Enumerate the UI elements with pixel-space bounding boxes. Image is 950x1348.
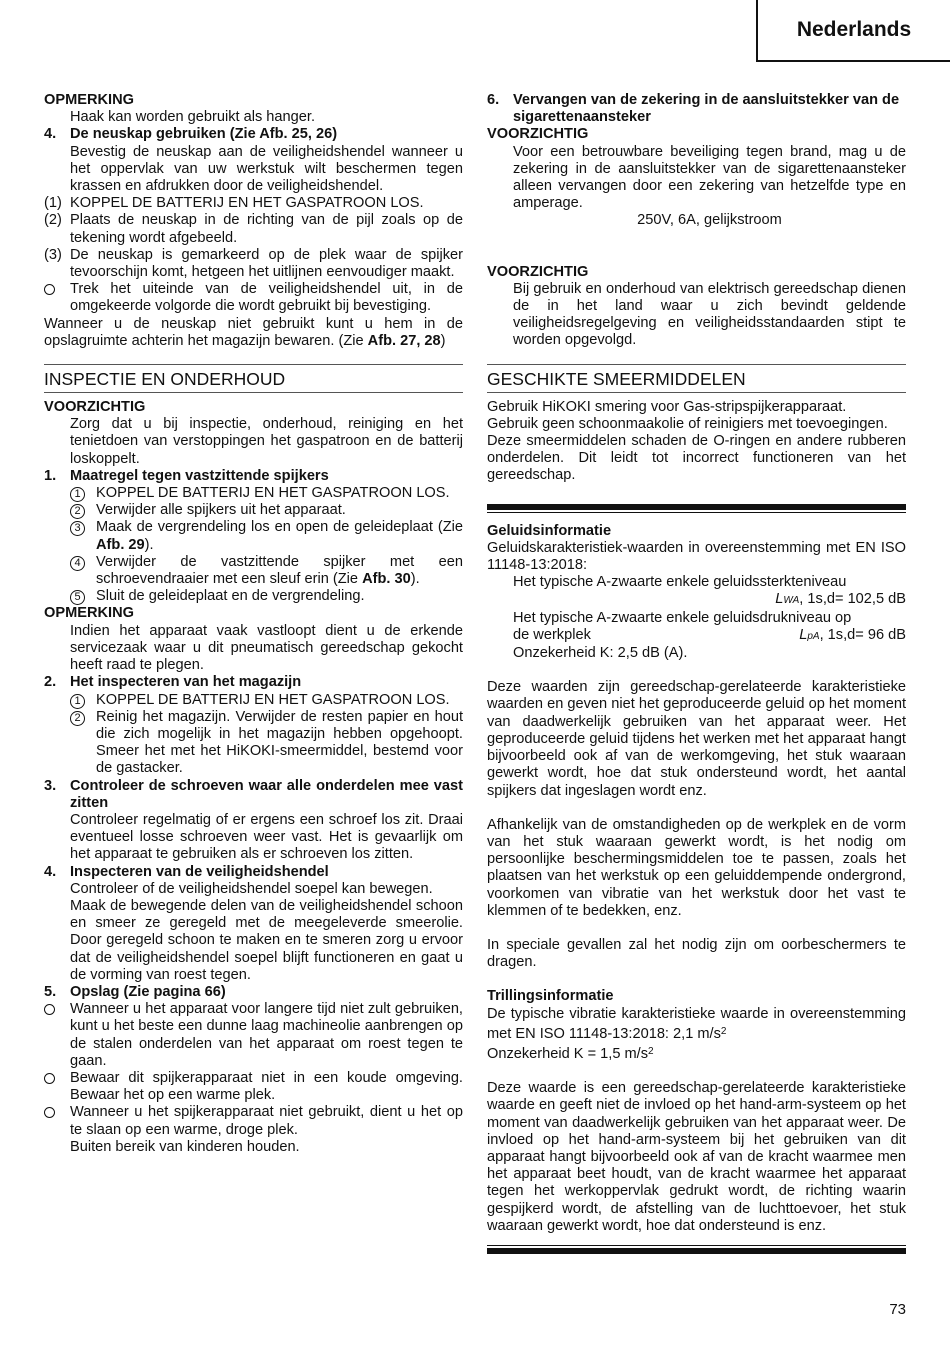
item-2	[44, 674, 463, 691]
item-text: Controleer of de veiligheidshendel soepel kan bewegen.	[70, 880, 433, 897]
lwa-number: , 1s,d= 102,5 dB	[799, 591, 906, 608]
tril-uncertainty	[487, 1043, 906, 1063]
bullet-text: Bewaar dit spijkerapparaat niet in een koude omgeving. Bewaar het op een warme plek.	[70, 1069, 463, 1104]
sub-step-body: Verwijder de vastzittende spijker met een schroevendraaier met een sleuf erin (Zie	[96, 553, 463, 588]
voorzichtig-text: Voor een betrouwbare beveiliging tegen brand, mag u de zekering in de aansluitstekker van de sigarettenaansteker alleen vervangen door een zekering van hetzelfde type en amperage.	[513, 143, 906, 212]
voorzichtig-heading: VOORZICHTIG	[44, 399, 146, 416]
tril-heading: Trillingsinformatie	[487, 988, 614, 1005]
step-3	[44, 247, 463, 281]
circled-number: 5	[70, 590, 85, 605]
divider	[487, 504, 906, 510]
page-number: 73	[889, 1301, 906, 1318]
circled-number: 2	[70, 504, 85, 519]
circled-number: 2	[70, 711, 85, 726]
geluid-paragraph: In speciale gevallen zal het nodig zijn om oorbeschermers te dragen.	[487, 936, 906, 971]
step-number: (3)	[44, 246, 62, 263]
circled-number: 1	[70, 487, 85, 502]
sub-step-text	[96, 519, 463, 553]
opmerking-heading: OPMERKING	[44, 92, 134, 108]
sub-step-text: Reinig het magazijn. Verwijder de resten papier en hout die zich mogelijk in het magazijn hebben opgehoopt. Smeer het met het HiKOKI-smeermiddel, bestemd voor de gastacker.	[96, 708, 463, 777]
bullet-item	[44, 1001, 463, 1070]
sub-step	[44, 588, 463, 605]
item-number: 4.	[44, 863, 57, 880]
item-title: De neuskap gebruiken (Zie Afb. 25, 26)	[70, 126, 338, 143]
opmerking-text: Indien het apparaat vaak vastloopt dient u de erkende servicezaak waar u dit pneumatisch gereedschap gekocht heeft raad te plegen.	[70, 622, 463, 674]
item-4	[44, 126, 463, 143]
circled-number: 3	[70, 521, 85, 536]
step-text: KOPPEL DE BATTERIJ EN HET GASPATROON LOS.	[70, 195, 424, 212]
bullet-text: Wanneer u het apparaat voor langere tijd niet zult gebruiken, kunt u het beste een dunne laag machineolie aanbrengen op de stalen onderdelen van het apparaat om roest tegen te gaan.	[70, 1001, 463, 1069]
item-4b	[44, 864, 463, 881]
lpa-subscript: pA	[807, 630, 820, 642]
step-number: (2)	[44, 212, 62, 229]
circle-bullet-icon	[44, 284, 55, 295]
item-number: 1.	[44, 467, 57, 484]
geluid-heading: Geluidsinformatie	[487, 522, 612, 539]
geluid-paragraph: Deze waarden zijn gereedschap-gerelateerde karakteristieke waarden en geven niet het geproduceerde geluid op het moment van daadwerkelijk gebruiken van het apparaat weer. Het geproduceerde geluid tijdens het werken met het apparaat hangt bijvoorbeeld ook af van de werkomgeving, het stuk waaraan gewerkt wordt, hoe dat stuk ondersteund wordt, het aantal spijkers dat ingeslagen wordt enz.	[487, 679, 906, 799]
item-number: 2.	[44, 674, 57, 691]
geluid-paragraph: Afhankelijk van de omstandigheden op de werkplek en de vorm van het stuk waaraan gewerkt wordt, is het nodig om persoonlijke beschermingsmiddelen toe te passen, zoals het plaatsen van het werkstuk op een geluiddempende ondergrond, voorkomen van vibratie van het werkstuk door het vast te klemmen of te bedekken, enz.	[487, 816, 906, 919]
lpa-number: , 1s,d= 96 dB	[819, 626, 906, 643]
circled-number: 1	[70, 694, 85, 709]
item-5	[44, 984, 463, 1001]
language-tab	[756, 0, 950, 62]
lpa-value	[799, 627, 906, 645]
opmerking-text: Haak kan worden gebruikt als hanger.	[70, 109, 316, 126]
circled-number: 4	[70, 556, 85, 571]
geluid-line: Het typische A-zwaarte enkele geluidsdrukniveau op	[513, 609, 852, 626]
item-number: 4.	[44, 126, 57, 143]
tril-k-superscript: 2	[648, 1045, 654, 1057]
smeer-paragraph: Deze smeermiddelen schaden de O-ringen en andere rubberen onderdelen. Dit leidt tot incorrect functioneren van het gereedschap.	[487, 433, 906, 484]
bullet-item	[44, 281, 463, 315]
step-2	[44, 212, 463, 246]
section-smeermiddelen-heading: GESCHIKTE SMEERMIDDELEN	[487, 364, 906, 393]
divider	[487, 1245, 906, 1246]
geluid-line: de werkplek	[513, 626, 591, 643]
maatregel-1	[44, 468, 463, 485]
item-text: Controleer regelmatig of er ergens een schroef los zit. Draai eventueel losse schroeven weer vast. Het is gevaarlijk om het apparaat te gebruiken als er schroeven los zitten.	[70, 811, 463, 863]
sub-step-body: Maak de vergrendeling los en open de geleideplaat (Zie	[96, 519, 463, 536]
bullet-item	[44, 1104, 463, 1138]
item-number: 3.	[44, 777, 57, 794]
bullet-text: Trek het uiteinde van de veiligheidshendel uit, in de omgekeerde volgorde die wordt gebruikt bij bevestiging.	[70, 281, 463, 315]
circle-bullet-icon	[44, 1004, 55, 1015]
figure-ref: Afb. 30	[362, 571, 411, 588]
language-label: Nederlands	[796, 18, 912, 42]
sub-step	[44, 519, 463, 553]
lpa-symbol: L	[799, 626, 808, 643]
lpa-row	[487, 627, 906, 645]
tril-text	[487, 1006, 906, 1043]
voorzichtig-text: Bij gebruik en onderhoud van elektrisch gereedschap dienen de in het land waar u zich bevindt geldende veiligheidsregelgeving en veiligheidsstandaarden stipt te worden opgevolgd.	[513, 280, 906, 349]
item-title: Inspecteren van de veiligheidshendel	[70, 863, 329, 880]
voorzichtig-heading: VOORZICHTIG	[487, 263, 589, 280]
lwa-value	[487, 591, 906, 609]
item-text: Maak de bewegende delen van de veiligheidshendel schoon en smeer ze geregeld met de meegeleverde smeerolie. Door geregeld schoon te maken en te smeren zorg u ervoor dat de veiligheidshendel soepel blijft functioneren en gaat u de vorming van roest tegen.	[70, 897, 463, 983]
step-text: De neuskap is gemarkeerd op de plek waar de spijker tevoorschijn komt, hetgeen het uitlijnen eenvoudiger maakt.	[70, 246, 463, 281]
step-1	[44, 195, 463, 212]
item-title: Opslag (Zie pagina 66)	[70, 983, 226, 1000]
item-title: Vervangen van de zekering in de aansluitstekker van de sigarettenaansteker	[513, 92, 900, 126]
storage-text: Wanneer u de neuskap niet gebruikt kunt u hem in de opslagruimte achterin het magazijn bewaren. (Zie	[44, 315, 463, 349]
right-column	[487, 92, 906, 1254]
tril-superscript: 2	[720, 1025, 727, 1037]
sub-step	[44, 692, 463, 709]
sub-step-end: ).	[410, 571, 420, 588]
sub-step-text	[96, 554, 463, 588]
geluid-intro: Geluidskarakteristiek-waarden in overeenstemming met EN ISO 11148-13:2018:	[487, 539, 906, 574]
voorzichtig-text: Zorg dat u bij inspectie, onderhoud, reiniging en het tenietdoen van verstoppingen het gaspatroon en de batterij loskoppelt.	[70, 416, 463, 467]
figure-ref: Afb. 27, 28	[367, 332, 441, 349]
storage-paragraph	[44, 316, 463, 350]
item-3	[44, 778, 463, 812]
section-inspectie-heading: INSPECTIE EN ONDERHOUD	[44, 364, 463, 393]
voorzichtig-heading: VOORZICHTIG	[487, 126, 589, 143]
item-text: Buiten bereik van kinderen houden.	[70, 1138, 300, 1155]
geluid-line: Het typische A-zwaarte enkele geluidssterkteniveau	[513, 574, 847, 591]
sub-step	[44, 554, 463, 588]
item-title: Controleer de schroeven waar alle onderdelen mee vast zitten	[70, 777, 463, 811]
sub-step	[44, 502, 463, 519]
figure-ref: Afb. 29	[96, 536, 145, 553]
item-6	[487, 92, 906, 126]
sub-step-text: KOPPEL DE BATTERIJ EN HET GASPATROON LOS.	[96, 485, 450, 502]
lwa-symbol: L	[775, 591, 784, 608]
item-text: Bevestig de neuskap aan de veiligheidshendel wanneer u het oppervlak van uw werkstuk wilt beschermen tegen krassen en afdrukken door de veiligheidshendel.	[70, 143, 463, 195]
left-column	[44, 92, 463, 1156]
step-number: (1)	[44, 195, 62, 212]
geluid-uncertainty: Onzekerheid K: 2,5 dB (A).	[513, 645, 688, 662]
item-title: Het inspecteren van het magazijn	[70, 674, 302, 691]
smeer-paragraph: Gebruik geen schoonmaakolie of reinigiers met toevoegingen.	[487, 415, 888, 432]
circle-bullet-icon	[44, 1073, 55, 1084]
tril-value: De typische vibratie karakteristieke waarde in overeenstemming met EN ISO 11148-13:2018: 2,1 m/s	[487, 1005, 906, 1042]
smeer-paragraph: Gebruik HiKOKI smering voor Gas-stripspijkerapparaat.	[487, 398, 847, 415]
item-number: 6.	[487, 92, 500, 108]
tril-paragraph: Deze waarde is een gereedschap-gerelateerde karakteristieke waarde en geeft niet de invloed op het hand-arm-systeem op het moment van daadwerkelijk gebruiken van het apparaat weer. De invloed op het hand-arm-systeem bij het gebruiken van dit apparaat hangt bijvoorbeeld ook af van de kracht waarmee men het apparaat beet houdt, van de kracht waarmee het apparaat tegen het werkoppervlak gedrukt wordt, de richting waarin gespijkerd wordt, de afstelling van de luchttoevoer, het stuk waaraan gewerkt wordt, hoe dat ondersteund is enz.	[487, 1080, 906, 1234]
lwa-subscript: WA	[783, 595, 800, 607]
storage-end: )	[440, 332, 446, 349]
sub-step-text: KOPPEL DE BATTERIJ EN HET GASPATROON LOS.	[96, 691, 450, 708]
fuse-spec: 250V, 6A, gelijkstroom	[637, 212, 782, 229]
sub-step-text: Sluit de geleideplaat en de vergrendeling.	[96, 588, 365, 605]
item-title: Maatregel tegen vastzittende spijkers	[70, 467, 329, 484]
divider	[487, 1248, 906, 1254]
divider	[487, 512, 906, 513]
bullet-item	[44, 1070, 463, 1104]
circle-bullet-icon	[44, 1107, 55, 1118]
item-number: 5.	[44, 983, 57, 1000]
sub-step	[44, 485, 463, 502]
sub-step-end: ).	[144, 536, 154, 553]
sub-step-text: Verwijder alle spijkers uit het apparaat.	[96, 502, 346, 519]
tril-k-value: Onzekerheid K = 1,5 m/s	[487, 1045, 649, 1062]
opmerking-heading: OPMERKING	[44, 605, 134, 622]
sub-step	[44, 709, 463, 778]
bullet-text: Wanneer u het spijkerapparaat niet gebruikt, dient u het op te slaan op een warme, droge plek.	[70, 1104, 463, 1138]
step-text: Plaats de neuskap in de richting van de pijl zoals op de tekening wordt afgebeeld.	[70, 212, 463, 246]
